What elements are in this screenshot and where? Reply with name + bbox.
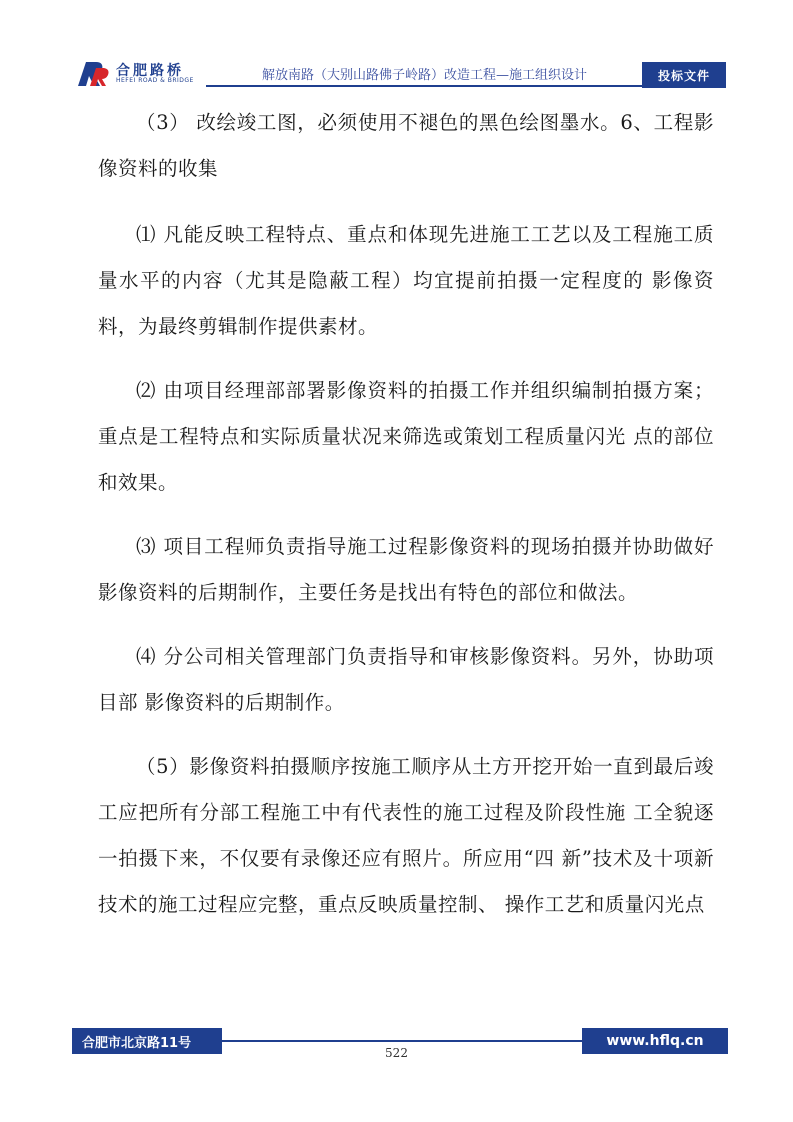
footer-divider	[222, 1040, 582, 1042]
document-title: 解放南路（大别山路佛子岭路）改造工程—施工组织设计	[262, 68, 588, 83]
page-header	[76, 58, 726, 92]
logo-english-name: HEFEI ROAD & BRIDGE	[116, 77, 194, 84]
document-type-badge: 投标文件	[642, 62, 726, 88]
paragraph: ⑶ 项目工程师负责指导施工过程影像资料的现场拍摄并协助做好影像资料的后期制作，主要任务是找出有特色的部位和做法。	[98, 535, 714, 604]
header-divider	[206, 85, 642, 87]
logo-chinese-name: 合肥路桥	[116, 63, 184, 79]
paragraph: ⑴ 凡能反映工程特点、重点和体现先进施工工艺以及工程施工质量水平的内容（尤其是隐蔽工程）均宜提前拍摄一定程度的 影像资料，为最终剪辑制作提供素材。	[98, 223, 714, 338]
paragraph: ⑵ 由项目经理部部署影像资料的拍摄工作并组织编制拍摄方案；重点是工程特点和实际质量状况来筛选或策划工程质量闪光 点的部位和效果。	[98, 379, 714, 494]
paragraph: （5）影像资料拍摄顺序按施工顺序从土方开挖开始一直到最后竣工应把所有分部工程施工中有代表性的施工过程及阶段性施 工全貌逐一拍摄下来，不仅要有录像还应有照片。所应用“四 新”技术及十项新技术的施工过程应完整，重点反映质量控制、 操作工艺和质量闪光点	[98, 755, 714, 916]
hefei-road-bridge-logo-icon	[76, 60, 112, 88]
paragraph: ⑷ 分公司相关管理部门负责指导和审核影像资料。另外，协助项目部 影像资料的后期制作。	[98, 645, 714, 714]
paragraph: （3） 改绘竣工图，必须使用不褪色的黑色绘图墨水。6、工程影像资料的收集	[98, 111, 714, 180]
page-number: 522	[385, 1046, 408, 1060]
footer-address: 合肥市北京路11号	[72, 1028, 222, 1054]
document-body	[98, 100, 714, 930]
company-logo	[76, 60, 246, 88]
footer-website: www.hflq.cn	[582, 1028, 728, 1054]
